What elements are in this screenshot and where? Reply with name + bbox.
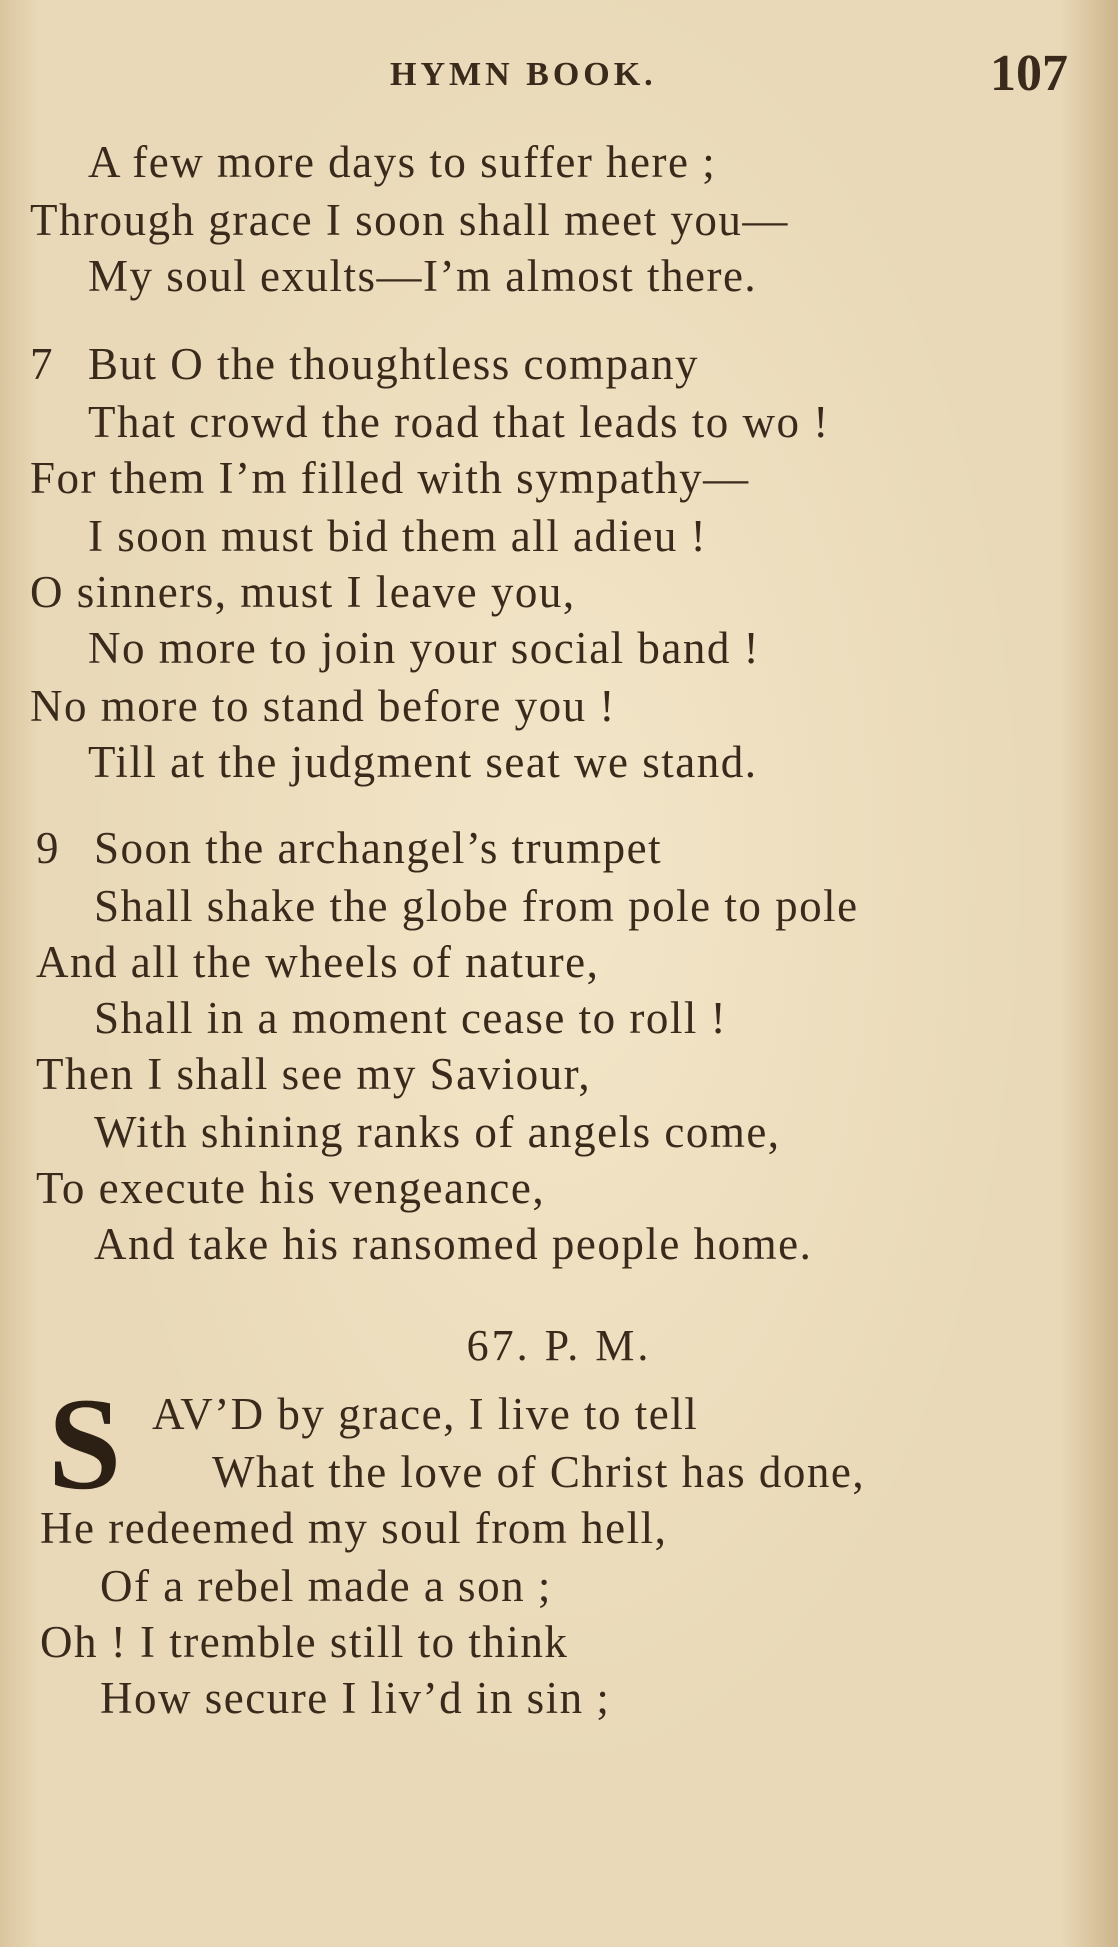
stanza-number: 7 [30,339,54,389]
stanza-number: 9 [36,823,60,873]
verse-line: And all the wheels of nature, [36,937,600,987]
verse-line: Till at the judgment seat we stand. [88,737,758,787]
verse-line: No more to join your social band ! [88,623,761,673]
verse-line: O sinners, must I leave you, [30,567,576,617]
drop-cap: S [48,1370,122,1517]
verse-line: I soon must bid them all adieu ! [88,511,708,561]
verse-line: What the love of Christ has done, [212,1447,866,1497]
verse-line: Of a rebel made a son ; [100,1561,552,1611]
verse-text: Soon the archangel’s trumpet [94,823,663,873]
hymn-heading: 67. P. M. [466,1321,652,1370]
verse-line: To execute his vengeance, [36,1163,546,1213]
verse-line-numbered [36,820,662,876]
page-number: 107 [990,45,1068,102]
verse-line: He redeemed my soul from hell, [40,1503,668,1553]
verse-line: That crowd the road that leads to wo ! [88,397,830,447]
verse-line: AV’D by grace, I live to tell [152,1389,699,1439]
running-title: HYMN BOOK. [390,56,657,93]
verse-line: A few more days to suffer here ; [88,137,717,187]
verse-line: Oh ! I tremble still to think [40,1617,569,1667]
verse-line: Through grace I soon shall meet you— [30,195,789,245]
page-header [0,44,1118,104]
verse-line: No more to stand before you ! [30,681,616,731]
verse-line: With shining ranks of angels come, [94,1107,781,1157]
verse-line: For them I’m filled with sympathy— [30,453,750,503]
verse-line-numbered [30,336,699,392]
verse-line: And take his ransomed people home. [94,1219,813,1269]
verse-line: Then I shall see my Saviour, [36,1049,592,1099]
verse-text: But O the thoughtless company [88,339,699,389]
verse-line: Shall shake the globe from pole to pole [94,881,859,931]
verse-line: My soul exults—I’m almost there. [88,251,758,301]
verse-line: Shall in a moment cease to roll ! [94,993,728,1043]
verse-line: How secure I liv’d in sin ; [100,1673,611,1723]
